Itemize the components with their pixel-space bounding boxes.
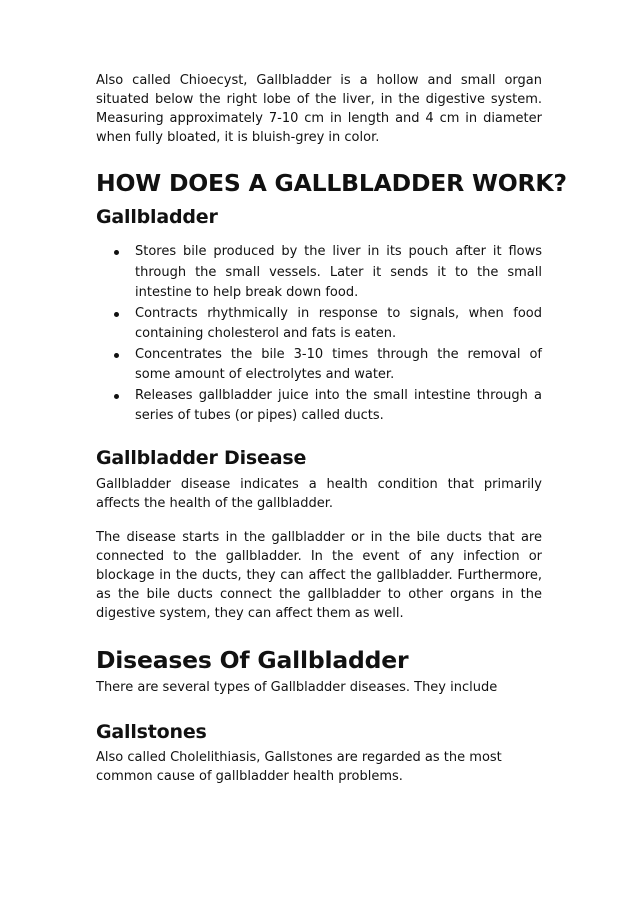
disease-paragraph-2: The disease starts in the gallbladder or in the bile ducts that are connected to the gallbladder. In the event of any infection or blockage in the ducts, they can affect the gallbladder. Furthermore, as the bile ducts connect the gallbladder to other organs in the digestive system, they can affect them as well. — [96, 529, 542, 621]
list-item-text: Releases gallbladder juice into the small intestine through a series of tubes (or pipes) called ducts. — [135, 387, 542, 423]
gallstones-paragraph: Also called Cholelithiasis, Gallstones are regarded as the most common cause of gallbladder health problems. — [96, 749, 502, 784]
function-list — [96, 242, 542, 427]
list-item-text: Stores bile produced by the liver in its pouch after it flows through the small vessels. Later it sends it to the small intestine to help break down food. — [135, 244, 542, 300]
gallbladder-heading: Gallbladder — [96, 206, 218, 228]
how-heading: HOW DOES A GALLBLADDER WORK? — [96, 169, 567, 197]
disease-heading: Gallbladder Disease — [96, 446, 307, 469]
list-item — [96, 242, 542, 304]
diseases-intro: There are several types of Gallbladder diseases. They include — [96, 679, 498, 695]
bullet-icon — [114, 312, 119, 317]
document-page — [96, 71, 567, 786]
list-item — [96, 386, 542, 427]
disease-paragraph-1: Gallbladder disease indicates a health condition that primarily affects the health of the gallbladder. — [96, 476, 542, 511]
bullet-icon — [114, 250, 119, 255]
bullet-icon — [114, 394, 119, 399]
intro-paragraph: Also called Chioecyst, Gallbladder is a hollow and small organ situated below the right lobe of the liver, in the digestive system. Measuring approximately 7-10 cm in length and 4 cm in diameter when fully bloated, it is bluish-grey in color. — [96, 73, 542, 145]
diseases-heading: Diseases Of Gallbladder — [96, 645, 409, 674]
list-item — [96, 304, 542, 345]
gallstones-heading: Gallstones — [96, 720, 207, 743]
bullet-icon — [114, 353, 119, 358]
list-item-text: Contracts rhythmically in response to signals, when food containing cholesterol and fats is eaten. — [135, 305, 542, 341]
list-item — [96, 345, 542, 386]
list-item-text: Concentrates the bile 3-10 times through the removal of some amount of electrolytes and water. — [135, 346, 542, 382]
